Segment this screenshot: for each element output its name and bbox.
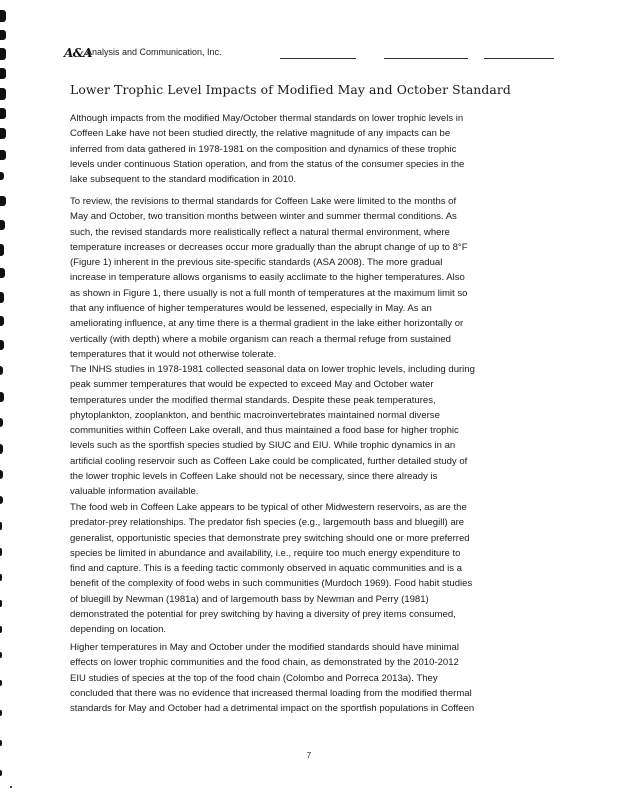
text-line: levels such as the sportfish species studied by SIUC and EIU. While trophic dynamics in an (70, 440, 456, 452)
text-line: Coffeen Lake have not been studied directly, the relative magnitude of any impacts can be (70, 128, 451, 140)
paragraph-2 (70, 194, 530, 362)
text-line: increase in temperature allows organisms to easily acclimate to the higher temperatures. Also (70, 272, 465, 284)
company-logo: A&A (64, 46, 92, 60)
page-number: 7 (306, 751, 312, 760)
text-line: valuable information available. (70, 486, 199, 498)
text-line: communities within Coffeen Lake overall, and thus maintained a food base for higher trophic (70, 425, 459, 437)
header-rule-3 (484, 58, 554, 59)
text-line: find and capture. This is a feeding tactic commonly observed in aquatic communities and is a (70, 563, 462, 575)
paragraph-4 (70, 500, 530, 638)
section-title: Lower Trophic Level Impacts of Modified May and October Standard (70, 82, 511, 97)
paragraph-3 (70, 362, 530, 500)
text-line: demonstrated the potential for prey switching by having a diversity of prey items consumed, (70, 609, 456, 621)
text-line: inferred from data gathered in 1978-1981 on the composition and dynamics of these trophic (70, 143, 457, 155)
header-rule-1 (280, 58, 356, 59)
text-line: species be limited in abundance and availability, i.e., require too much energy expenditure to (70, 547, 461, 559)
text-line: that any influence of higher temperatures would be lessened, especially in May. As an (70, 303, 432, 315)
text-line: levels under continuous Station operation, and from the status of the consumer species in the (70, 158, 465, 170)
text-line: such, the revised standards more realistically reflect a natural thermal environment, where (70, 226, 450, 238)
text-line: artificial cooling reservoir such as Coffeen Lake could be complicated, further detailed study of (70, 455, 468, 467)
text-line: To review, the revisions to thermal standards for Coffeen Lake were limited to the months of (70, 196, 457, 207)
text-line: peak summer temperatures that would be expected to exceed May and October water (70, 379, 434, 391)
text-line: (Figure 1) inherent in the previous site-specific standards (ASA 2008). The more gradual (70, 257, 443, 269)
binder-edge-marks (0, 0, 14, 800)
text-line: temperatures that it would not otherwise tolerate. (70, 348, 277, 360)
text-line: EIU studies of species at the top of the food chain (Colombo and Porreca 2013a). They (70, 672, 438, 684)
text-line: benefit of the complexity of food webs in such communities (Murdoch 1969). Food habit studies (70, 578, 473, 590)
text-line: as shown in Figure 1, there usually is not a full month of temperatures at the maximum limit so (70, 287, 468, 299)
text-line: ameliorating influence, at any time there is a thermal gradient in the lake either horizontally or (70, 318, 464, 330)
text-line: Although impacts from the modified May/October thermal standards on lower trophic levels in (70, 113, 464, 124)
header-rule-2 (384, 58, 468, 59)
text-line: The INHS studies in 1978-1981 collected seasonal data on lower trophic levels, including during (70, 364, 475, 375)
text-line: the lower trophic levels in Coffeen Lake should not be necessary, since there already is (70, 471, 438, 483)
text-line: temperatures under the modified thermal standards. Despite these peak temperatures, (70, 394, 436, 406)
text-line: generalist, opportunistic species that demonstrate prey switching should one or more preferred (70, 532, 470, 544)
paragraph-1 (70, 111, 530, 187)
text-line: effects on lower trophic communities and the food chain, as demonstrated by the 2010-2012 (70, 657, 459, 669)
text-line: The food web in Coffeen Lake appears to be typical of other Midwestern reservoirs, as are the (70, 502, 467, 513)
text-line: depending on location. (70, 624, 167, 636)
company-name: Analysis and Communication, Inc. (86, 47, 222, 57)
text-line: standards for May and October had a detrimental impact on the sportfish populations in Coffeen (70, 703, 475, 715)
text-line: lake subsequent to the standard modification in 2010. (70, 174, 297, 186)
page-header (64, 44, 554, 64)
text-line: of bluegill by Newman (1981a) and of largemouth bass by Newman and Perry (1981) (70, 593, 429, 605)
text-line: temperature increases or decreases occur more gradually than the abrupt change of up to 8°F (70, 241, 468, 253)
text-line: May and October, two transition months between winter and summer thermal conditions. As (70, 211, 457, 223)
paragraph-5 (70, 640, 530, 716)
text-line: concluded that there was no evidence that increased thermal loading from the modified thermal (70, 687, 472, 699)
text-line: phytoplankton, zooplankton, and benthic macroinvertebrates maintained normal diverse (70, 409, 440, 421)
scan-speck (10, 786, 12, 788)
text-line: vertically (with depth) where a mobile organism can reach a thermal refuge from sustained (70, 333, 451, 345)
text-line: Higher temperatures in May and October under the modified standards should have minimal (70, 642, 459, 653)
text-line: predator-prey relationships. The predator fish species (e.g., largemouth bass and bluegill) are (70, 517, 465, 529)
